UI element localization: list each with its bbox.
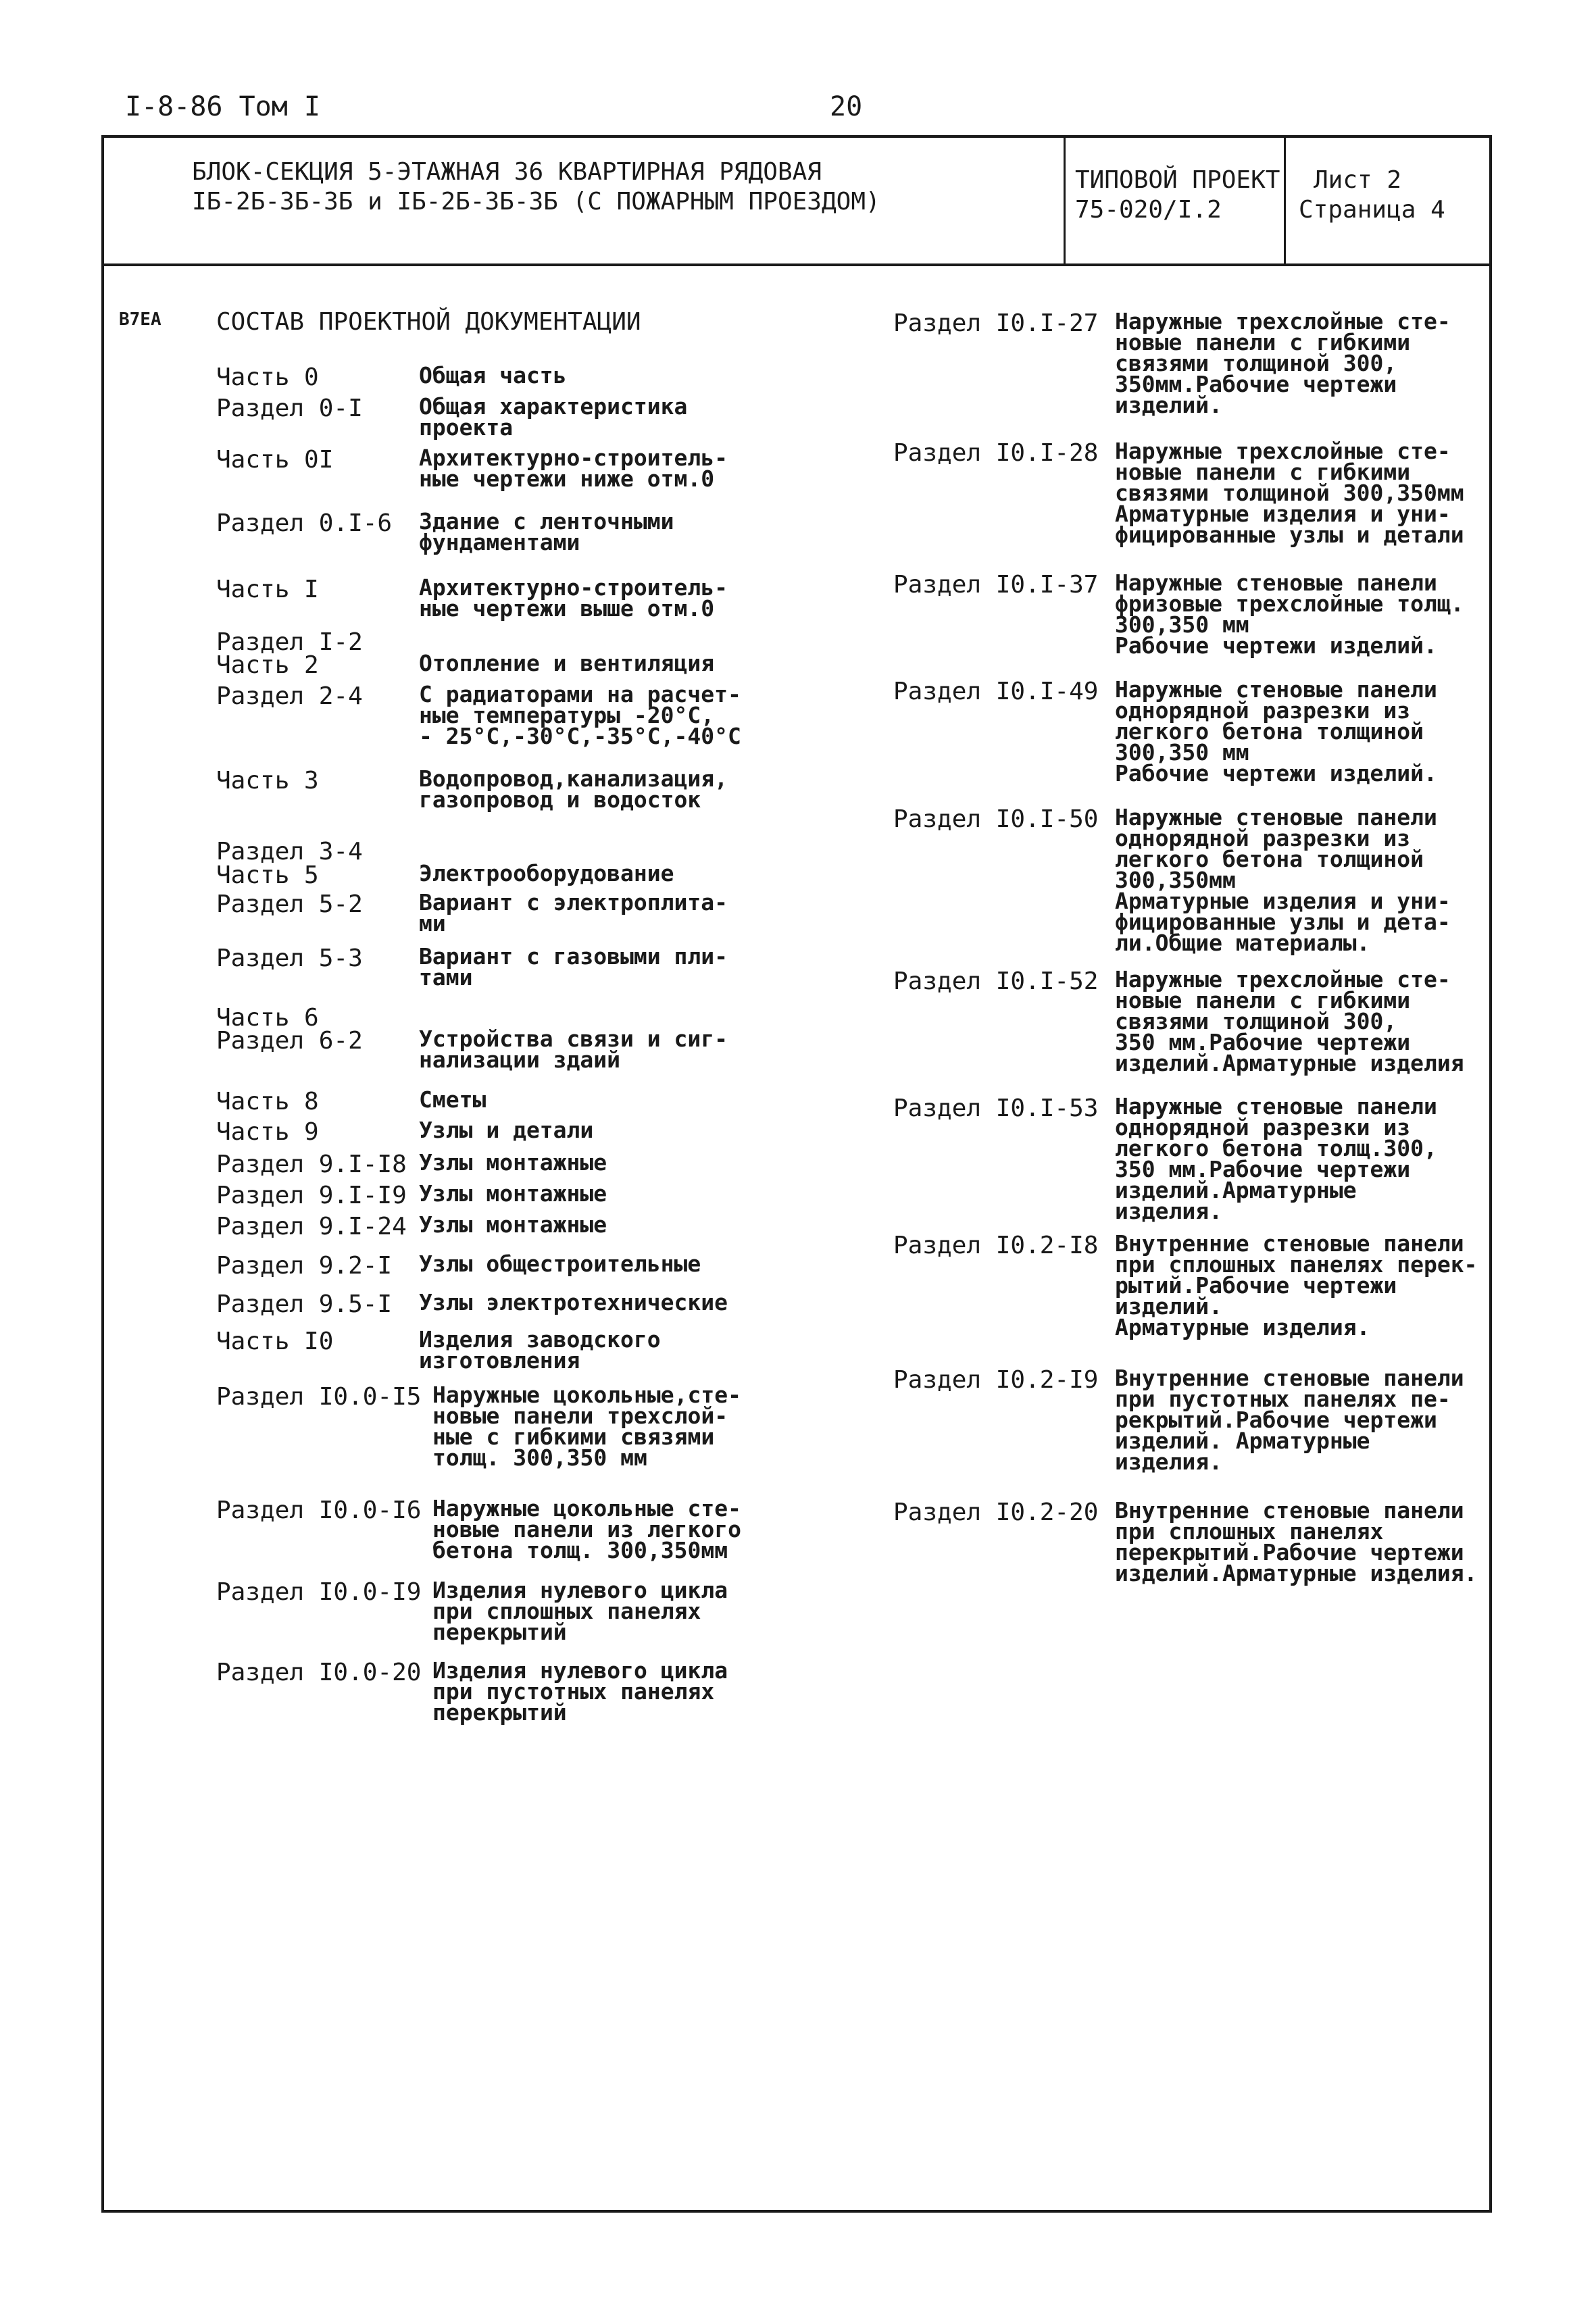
- stamp-mark: В7ЕА: [119, 309, 161, 330]
- right-section-description: Наружные трехслойные сте- новые панели с гибкими связями толщиной 300,350мм Арматурные изделия и уни- фицированные узлы и детали: [1115, 438, 1464, 548]
- section-heading: СОСТАВ ПРОЕКТНОЙ ДОКУМЕНТАЦИИ: [216, 308, 641, 336]
- left-section-label: Часть I0: [216, 1328, 334, 1355]
- right-section-description: Наружные трехслойные сте- новые панели с гибкими связями толщиной 300, 350мм.Рабочие чертежи изделий.: [1115, 308, 1451, 418]
- left-section-label: Раздел 9.5-I: [216, 1290, 393, 1318]
- right-section-label: Раздел I0.I-49: [893, 678, 1099, 705]
- left-section-label: Раздел I0.0-I5: [216, 1383, 422, 1411]
- left-section-label: Раздел 0-I: [216, 395, 363, 422]
- title-line-1: БЛОК-СЕКЦИЯ 5-ЭТАЖНАЯ 36 КВАРТИРНАЯ РЯДОВАЯ: [192, 158, 822, 186]
- right-section-label: Раздел I0.2-I9: [893, 1366, 1099, 1394]
- left-section-description: С радиаторами на расчет- ные температуры -20°С, - 25°С,-30°С,-35°С,-40°С: [419, 681, 741, 749]
- page-number: 20: [830, 91, 863, 122]
- right-section-label: Раздел I0.I-53: [893, 1095, 1099, 1122]
- sheet-label: Лист 2: [1314, 166, 1402, 194]
- left-section-label: Раздел 5-3: [216, 945, 363, 972]
- left-section-description: Вариант с электроплита- ми: [419, 889, 728, 936]
- left-section-description: Узлы общестроительные: [419, 1251, 701, 1277]
- right-section-label: Раздел I0.I-28: [893, 439, 1099, 467]
- left-section-description: Наружные цокольные,сте- новые панели трехслой- ные с гибкими связями толщ. 300,350 мм: [432, 1382, 741, 1471]
- left-section-description: Водопровод,канализация, газопровод и водосток: [419, 765, 728, 813]
- left-section-description: Узлы электротехнические: [419, 1289, 728, 1315]
- left-section-label: Раздел 9.I-I9: [216, 1182, 407, 1209]
- right-section-description: Наружные стеновые панели однорядной разрезки из легкого бетона толщиной 300,350мм Арматурные изделия и уни- фицированные узлы и дета- ли.Общие материалы.: [1115, 804, 1451, 956]
- left-section-label: Раздел I-2: [216, 628, 363, 656]
- left-section-description: Архитектурно-строитель- ные чертежи выше отм.0: [419, 574, 728, 622]
- page-label: Страница 4: [1299, 196, 1445, 224]
- left-section-label: Раздел I0.0-I9: [216, 1578, 422, 1606]
- project-label: ТИПОВОЙ ПРОЕКТ: [1075, 166, 1280, 194]
- left-section-label: Раздел 5-2: [216, 890, 363, 918]
- left-section-label: Раздел I0.0-I6: [216, 1496, 422, 1524]
- right-section-description: Внутренние стеновые панели при сплошных панелях перек- рытий.Рабочие чертежи изделий. Арматурные изделия.: [1115, 1230, 1478, 1340]
- right-section-description: Наружные стеновые панели однорядной разрезки из легкого бетона толщ.300, 350 мм.Рабочие чертежи изделий.Арматурные изделия.: [1115, 1093, 1437, 1224]
- left-section-label: Часть I: [216, 576, 319, 603]
- title-block: [104, 138, 1489, 266]
- left-section-description: Общая часть: [419, 362, 567, 388]
- left-section-label: Раздел 9.I-I8: [216, 1151, 407, 1178]
- left-section-description: Электрооборудование: [419, 860, 674, 886]
- left-section-description: Вариант с газовыми пли- тами: [419, 943, 728, 990]
- right-section-label: Раздел I0.2-20: [893, 1499, 1099, 1526]
- left-section-label: Раздел 9.2-I: [216, 1252, 393, 1280]
- left-section-label: Раздел 6-2: [216, 1027, 363, 1055]
- left-section-label: Раздел 9.I-24: [216, 1213, 407, 1240]
- project-code: 75-020/I.2: [1075, 196, 1222, 224]
- right-section-label: Раздел I0.2-I8: [893, 1232, 1099, 1259]
- left-section-label: Часть 8: [216, 1088, 319, 1115]
- title-divider: [1284, 138, 1286, 263]
- left-section-description: Изделия заводского изготовления: [419, 1326, 661, 1374]
- left-section-label: Часть 2: [216, 651, 319, 679]
- left-section-description: Изделия нулевого цикла при пустотных панелях перекрытий: [432, 1657, 728, 1726]
- left-section-description: Узлы монтажные: [419, 1211, 607, 1238]
- left-section-label: Часть 0I: [216, 446, 334, 474]
- title-line-2: IБ-2Б-3Б-3Б и IБ-2Б-3Б-3Б (С ПОЖАРНЫМ ПРОЕЗДОМ): [192, 188, 880, 216]
- left-section-description: Отопление и вентиляция: [419, 650, 715, 676]
- right-section-label: Раздел I0.I-27: [893, 309, 1099, 337]
- right-section-label: Раздел I0.I-50: [893, 805, 1099, 833]
- left-section-label: Часть 9: [216, 1118, 319, 1146]
- right-section-description: Внутренние стеновые панели при пустотных панелях пе- рекрытий.Рабочие чертежи изделий. Арматурные изделия.: [1115, 1365, 1464, 1475]
- left-section-label: Раздел 0.I-6: [216, 509, 393, 537]
- left-section-label: Раздел 2-4: [216, 682, 363, 710]
- left-section-description: Архитектурно-строитель- ные чертежи ниже отм.0: [419, 445, 728, 492]
- left-section-description: Узлы монтажные: [419, 1149, 607, 1176]
- left-section-description: Узлы монтажные: [419, 1180, 607, 1207]
- right-section-description: Наружные стеновые панели однорядной разрезки из легкого бетона толщиной 300,350 мм Рабочие чертежи изделий.: [1115, 676, 1437, 786]
- left-section-description: Наружные цокольные сте- новые панели из легкого бетона толщ. 300,350мм: [432, 1495, 741, 1563]
- left-section-label: Часть 5: [216, 861, 319, 889]
- title-divider: [1064, 138, 1066, 263]
- left-section-description: Здание с ленточными фундаментами: [419, 508, 674, 555]
- right-section-description: Наружные стеновые панели фризовые трехслойные толщ. 300,350 мм Рабочие чертежи изделий.: [1115, 570, 1464, 659]
- document-reference: I-8-86 Том I: [125, 91, 320, 122]
- left-section-label: Часть 6: [216, 1004, 319, 1032]
- left-section-description: Узлы и детали: [419, 1117, 594, 1143]
- right-section-description: Наружные трехслойные сте- новые панели с гибкими связями толщиной 300, 350 мм.Рабочие чертежи изделий.Арматурные изделия: [1115, 966, 1464, 1076]
- right-section-label: Раздел I0.I-52: [893, 967, 1099, 995]
- left-section-description: Сметы: [419, 1086, 487, 1113]
- left-section-label: Раздел I0.0-20: [216, 1659, 422, 1686]
- left-section-description: Устройства связи и сиг- нализации здаий: [419, 1026, 728, 1073]
- left-section-description: Изделия нулевого цикла при сплошных панелях перекрытий: [432, 1577, 728, 1645]
- left-section-label: Часть 3: [216, 767, 319, 795]
- right-section-description: Внутренние стеновые панели при сплошных панелях перекрытий.Рабочие чертежи изделий.Арматурные изделия.: [1115, 1497, 1478, 1586]
- left-section-label: Раздел 3-4: [216, 838, 363, 865]
- left-section-description: Общая характеристика проекта: [419, 393, 688, 441]
- right-section-label: Раздел I0.I-37: [893, 571, 1099, 599]
- left-section-label: Часть 0: [216, 363, 319, 391]
